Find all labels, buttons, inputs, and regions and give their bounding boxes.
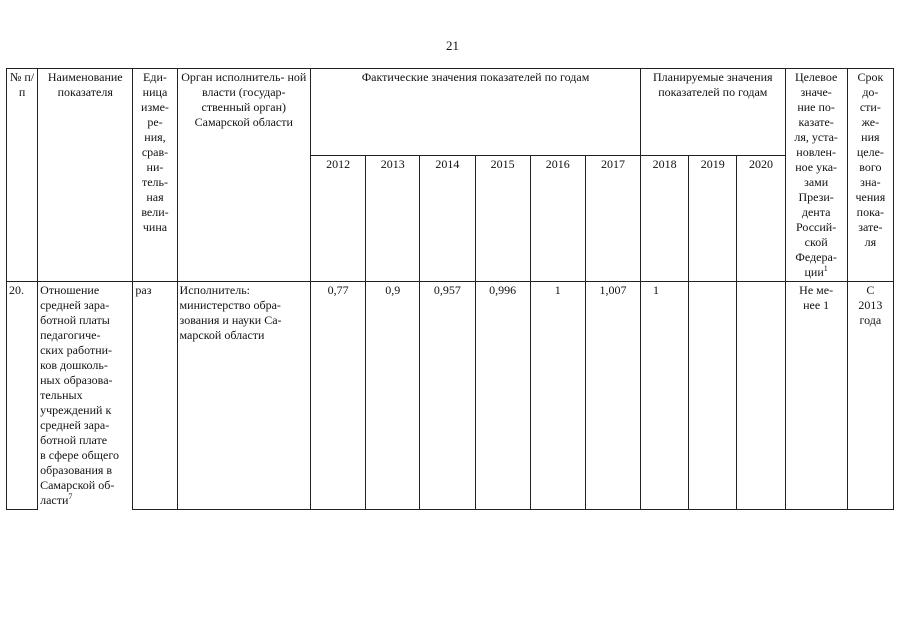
row-name-line: средней зара- xyxy=(40,418,110,432)
row-value-2014: 0,957 xyxy=(420,282,475,510)
target-header-line: дента xyxy=(801,205,831,219)
unit-header-line: изме- xyxy=(141,100,169,114)
row-name-line: учреждений к xyxy=(40,403,112,417)
row-organ xyxy=(177,282,310,510)
header-actual-group: Фактические значения показателей по годам xyxy=(310,69,640,156)
deadline-header-line: же- xyxy=(861,115,880,129)
row-unit: раз xyxy=(133,282,177,510)
row-name-line: тельных xyxy=(40,388,83,402)
target-header-last-line xyxy=(788,265,845,280)
unit-header-line: срав- xyxy=(141,145,169,159)
year-2012: 2012 xyxy=(310,155,365,281)
unit-header-line: тель- xyxy=(141,175,168,189)
row-name-line: Отношение xyxy=(40,283,100,297)
header-num: № п/п xyxy=(7,69,38,282)
row-name-line: ков дошколь- xyxy=(40,358,108,372)
year-2020: 2020 xyxy=(737,155,785,281)
deadline-header-line: зна- xyxy=(860,175,881,189)
target-header-line: ние по- xyxy=(797,100,835,114)
target-header-line: Целевое xyxy=(794,70,838,84)
year-2018: 2018 xyxy=(641,155,689,281)
target-header-footnote-mark: 1 xyxy=(823,264,828,273)
row-name-line: педагогиче- xyxy=(40,328,101,342)
header-organ: Орган исполнитель- ной власти (государ- ственный орган) Самарской области xyxy=(177,69,310,282)
header-name: Наименование показателя xyxy=(38,69,133,282)
deadline-header-line: Срок xyxy=(857,70,884,84)
page-number: 21 xyxy=(446,38,459,53)
row-target-line: Не ме- xyxy=(799,283,834,297)
target-header-line: Федера- xyxy=(795,250,837,264)
row-value-2019 xyxy=(689,282,737,510)
unit-header-line: ре- xyxy=(147,115,163,129)
deadline-header-line: пока- xyxy=(856,205,885,219)
year-2016: 2016 xyxy=(530,155,585,281)
unit-header-line: Еди- xyxy=(143,70,167,84)
header-planned-group: Планируемые значения показателей по годам xyxy=(641,69,785,156)
row-value-2018: 1 xyxy=(641,282,689,510)
row-organ-line: зования и науки Са- xyxy=(179,313,282,327)
target-header-line: казате- xyxy=(798,115,834,129)
deadline-header-line: сти- xyxy=(859,100,881,114)
deadline-header-line: ля xyxy=(864,235,877,249)
row-deadline-line: 2013 xyxy=(858,298,883,312)
row-value-2015: 0,996 xyxy=(475,282,530,510)
row-name-line: образования в xyxy=(40,463,113,477)
row-name-line: в сфере общего xyxy=(40,448,119,462)
row-name-footnote-mark: 7 xyxy=(68,492,73,501)
target-header-line: ля, уста- xyxy=(794,130,838,144)
table-row xyxy=(7,282,894,510)
unit-header-line: ница xyxy=(142,85,168,99)
row-name-line: средней зара- xyxy=(40,298,110,312)
year-2015: 2015 xyxy=(475,155,530,281)
unit-header-line: ни- xyxy=(146,160,164,174)
target-header-last-text: ции xyxy=(804,265,824,279)
year-2013: 2013 xyxy=(366,155,420,281)
unit-header-line: ная xyxy=(146,190,164,204)
target-header-line: значе- xyxy=(800,85,832,99)
header-target xyxy=(785,69,847,282)
row-name-line: Самарской об- xyxy=(40,478,115,492)
row-name xyxy=(38,282,133,510)
row-deadline xyxy=(847,282,893,510)
target-header-line: Прези- xyxy=(798,190,834,204)
row-deadline-line: С xyxy=(866,283,875,297)
row-organ-line: министерство обра- xyxy=(179,298,281,312)
year-2014: 2014 xyxy=(420,155,475,281)
deadline-header-line: ния xyxy=(861,130,880,144)
row-name-last-text: ласти xyxy=(40,493,69,507)
row-target-line: нее 1 xyxy=(803,298,830,312)
row-name-line: ных образова- xyxy=(40,373,113,387)
deadline-header-line: чения xyxy=(855,190,886,204)
row-name-line: ботной плате xyxy=(40,433,108,447)
target-header-line: ской xyxy=(804,235,828,249)
deadline-header-line: до- xyxy=(862,85,879,99)
row-name-last-line xyxy=(40,493,130,508)
row-value-2017: 1,007 xyxy=(585,282,640,510)
row-organ-line: Исполнитель: xyxy=(179,283,250,297)
year-2019: 2019 xyxy=(689,155,737,281)
row-deadline-line: года xyxy=(859,313,882,327)
row-name-line: ботной платы xyxy=(40,313,110,327)
target-header-line: новлен- xyxy=(796,145,836,159)
year-2017: 2017 xyxy=(585,155,640,281)
indicators-table xyxy=(6,68,894,510)
target-header-line: зами xyxy=(804,175,829,189)
deadline-header-line: зате- xyxy=(858,220,883,234)
row-name-line: ских работни- xyxy=(40,343,113,357)
deadline-header-line: целе- xyxy=(856,145,884,159)
unit-header-line: чина xyxy=(142,220,168,234)
row-organ-line: марской области xyxy=(179,328,265,342)
row-num: 20. xyxy=(7,282,38,510)
row-value-2013: 0,9 xyxy=(366,282,420,510)
row-value-2016: 1 xyxy=(530,282,585,510)
unit-header-line: вели- xyxy=(141,205,169,219)
target-header-line: ное ука- xyxy=(795,160,838,174)
row-value-2020 xyxy=(737,282,785,510)
unit-header-line: ния, xyxy=(144,130,166,144)
header-unit xyxy=(133,69,177,282)
row-target xyxy=(785,282,847,510)
target-header-line: Россий- xyxy=(796,220,837,234)
header-deadline xyxy=(847,69,893,282)
row-value-2012: 0,77 xyxy=(310,282,365,510)
deadline-header-line: вого xyxy=(859,160,882,174)
